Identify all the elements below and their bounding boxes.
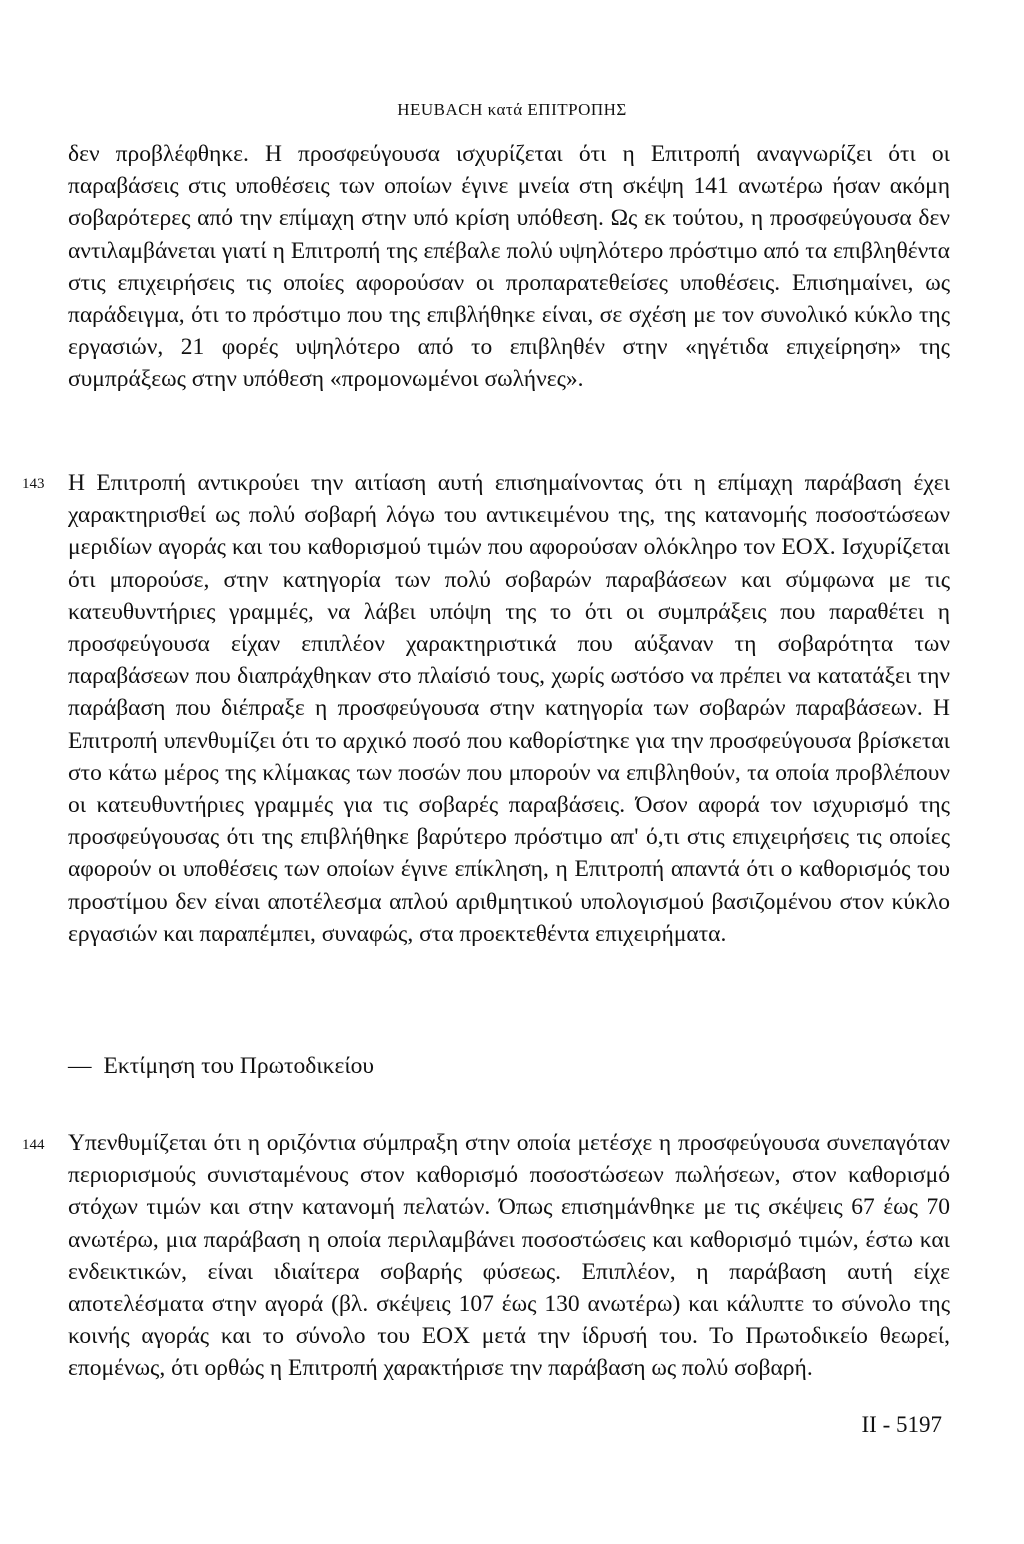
page-number: II - 5197 (861, 1412, 942, 1437)
paragraph-number-143: 143 (22, 476, 45, 492)
paragraph-number-144: 144 (22, 1137, 45, 1153)
paragraph-continuation: δεν προβλέφθηκε. Η προσφεύγουσα ισχυρίζεται ότι η Επιτροπή αναγνωρίζει ότι οι παραβάσεις στις υποθέσεις των οποίων έγινε μνεία στη σκέψη 141 ανωτέρω ήσαν ακόμη σοβαρότερες από την επίμαχη στην υπό κρίση υπόθεση. Ως εκ τούτου, η προσφεύγουσα δεν αντιλαμβάνεται γιατί η Επιτροπή της επέβαλε πολύ υψηλότερο πρόστιμο από τα επιβληθέντα στις επιχειρήσεις τις οποίες αφορούσαν οι προπαρατεθείσες υποθέσεις. Επισημαίνει, ως παράδειγμα, ότι το πρόστιμο που της επιβλήθηκε είναι, σε σχέση με τον συνολικό κύκλο της εργασιών, 21 φορές υψηλότερο από το επιβληθέν στην «ηγέτιδα επιχείρηση» της συμπράξεως στην υπόθεση «προμονωμένοι σωλήνες». (68, 141, 950, 393)
running-header: HEUBACH κατά ΕΠΙΤΡΟΠΗΣ (397, 100, 627, 119)
paragraph-143: Η Επιτροπή αντικρούει την αιτίαση αυτή επισημαίνοντας ότι η επίμαχη παράβαση έχει χαρακτηρισθεί ως πολύ σοβαρή λόγω του αντικειμένου της, της κατανομής ποσοστώσεων μεριδίων αγοράς και του καθορισμού τιμών που αφορούσαν ολόκληρο τον ΕΟΧ. Ισχυρίζεται ότι μπορούσε, στην κατηγορία των πολύ σοβαρών παραβάσεων και σύμφωνα με τις κατευθυντήριες γραμμές, να λάβει υπόψη της το ότι οι συμπράξεις που παραθέτει η προσφεύγουσα είχαν επιπλέον χαρακτηριστικά που αύξαναν τη σοβαρότητα των παραβάσεων που διαπράχθηκαν στο πλαίσιό τους, χωρίς ωστόσο να πρέπει να κατατάξει την παράβαση που διέπραξε η προσφεύγουσα στην κατηγορία των σοβαρών παραβάσεων. Η Επιτροπή υπενθυμίζει ότι το αρχικό ποσό που καθορίστηκε για την προσφεύγουσα βρίσκεται στο κάτω μέρος της κλίμακας των ποσών που μπορούν να επιβληθούν, τα οποία προβλέπουν οι κατευθυντήριες γραμμές για τις σοβαρές παραβάσεις. Όσον αφορά τον ισχυρισμό της προσφεύγουσας ότι της επιβλήθηκε βαρύτερο πρόστιμο απ' ό,τι στις επιχειρήσεις τις οποίες αφορούν οι υποθέσεις των οποίων έγινε επίκληση, η Επιτροπή απαντά ότι ο καθορισμός του προστίμου δεν είναι αποτέλεσμα απλού αριθμητικού υπολογισμού βασιζομένου στον κύκλο εργασιών και παραπέμπει, συναφώς, στα προεκτεθέντα επιχειρήματα. (68, 470, 950, 947)
section-heading-dash: — (68, 1053, 92, 1079)
section-heading-text: Εκτίμηση του Πρωτοδικείου (103, 1053, 375, 1079)
paragraph-144: Υπενθυμίζεται ότι η οριζόντια σύμπραξη στην οποία μετέσχε η προσφεύγουσα συνεπαγόταν περιορισμούς συνισταμένους στον καθορισμό ποσοστώσεων πωλήσεων, στον καθορισμό στόχων τιμών και στην κατανομή πελατών. Όπως επισημάνθηκε με τις σκέψεις 67 έως 70 ανωτέρω, μια παράβαση η οποία περιλαμβάνει ποσοστώσεις και καθορισμό τιμών, έστω και ενδεικτικών, είναι ιδιαίτερα σοβαρής φύσεως. Επιπλέον, η παράβαση αυτή είχε αποτελέσματα στην αγορά (βλ. σκέψεις 107 έως 130 ανωτέρω) και κάλυπτε το σύνολο της κοινής αγοράς και το σύνολο του ΕΟΧ μετά την ίδρυσή του. Το Πρωτοδικείο θεωρεί, επομένως, ότι ορθώς η Επιτροπή χαρακτήρισε την παράβαση ως πολύ σοβαρή. (68, 1130, 950, 1382)
section-heading (68, 1050, 374, 1082)
